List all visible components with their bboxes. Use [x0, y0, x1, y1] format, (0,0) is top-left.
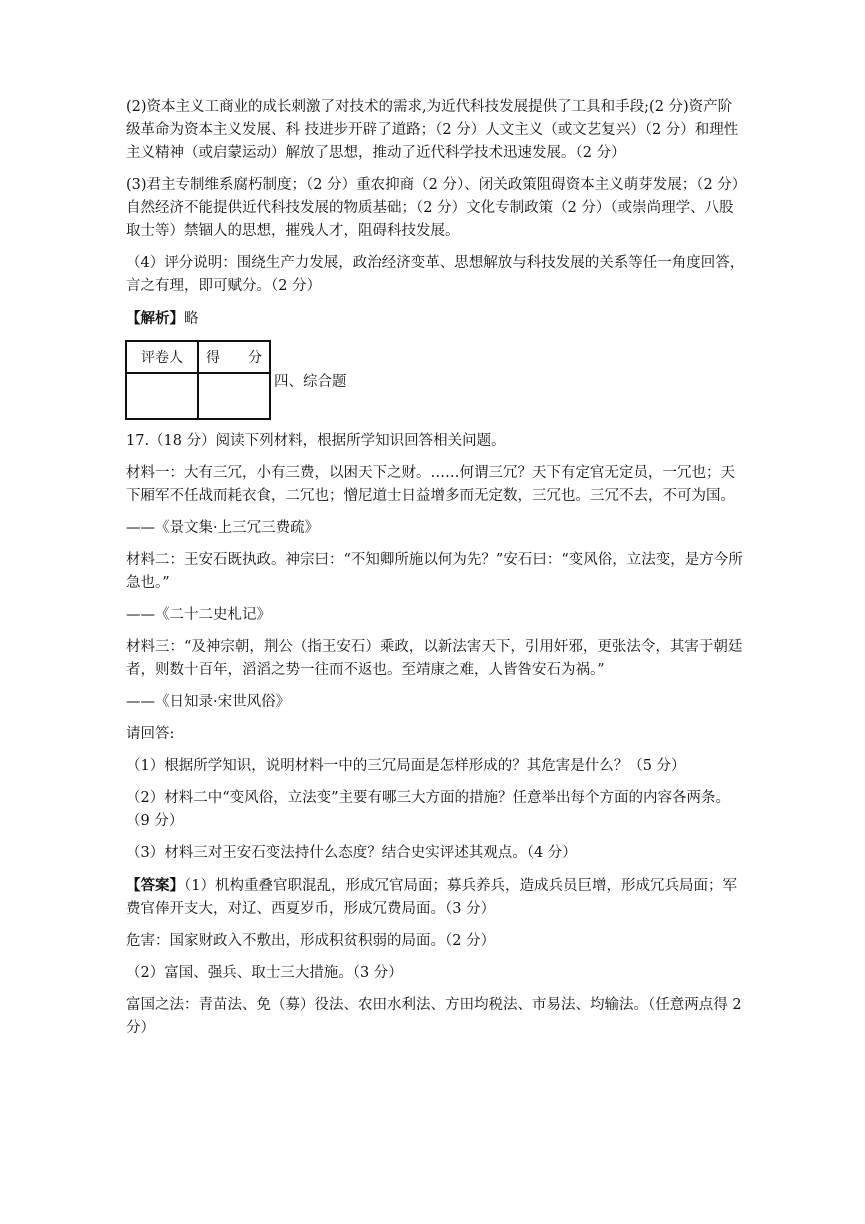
- answer-paragraph-2: (2)资本主义工商业的成长刺激了对技术的需求,为近代科技发展提供了工具和手段;(2 分)资产阶级革命为资本主义发展、科 技进步开辟了道路；（2 分）人文主义（或文艺复兴）（2 分）和理性主义精神（或启蒙运动）解放了思想，推动了近代科学技术迅速发展。（2 分）: [126, 99, 739, 161]
- analysis-label: 【解析】: [126, 310, 184, 327]
- material-2: 材料二：王安石既执政。神宗曰：“不知卿所施以何为先？”安石曰：“变风俗，立法变，是方今所急也。”: [126, 552, 743, 591]
- answer-harm: 危害：国家财政入不敷出，形成积贫积弱的局面。（2 分）: [126, 933, 496, 949]
- grader-header: 评卷人: [126, 341, 198, 373]
- prompt-line: 请回答:: [126, 726, 175, 742]
- score-box: [126, 340, 746, 420]
- material-1: 材料一：大有三冗，小有三费，以困天下之财。……何谓三冗？天下有定官无定员，一冗也；天下厢军不任战而耗衣食，二冗也；憎尼道士日益增多而无定数，三冗也。三冗不去，不可为国。: [126, 465, 735, 504]
- score-cell: [198, 373, 270, 419]
- document-page: [126, 96, 746, 1049]
- material-3-source: ——《日知录·宋世风俗》: [126, 694, 291, 710]
- grader-cell: [126, 373, 198, 419]
- analysis-text: 略: [184, 311, 199, 327]
- answer-label: 【答案】: [126, 877, 184, 894]
- question-17: 17.（18 分）阅读下列材料，根据所学知识回答相关问题。: [126, 433, 506, 449]
- answer-measures: （2）富国、强兵、取士三大措施。（3 分）: [126, 965, 403, 981]
- analysis-line: [126, 307, 746, 331]
- answer-fuguo: 富国之法：青苗法、免（募）役法、农田水利法、方田均税法、市易法、均输法。（任意两点得 2 分）: [126, 997, 742, 1036]
- sub-question-2: （2）材料二中“变风俗，立法变”主要有哪三大方面的措施？任意举出每个方面的内容各两条。（9 分）: [126, 790, 731, 829]
- section-title: 四、综合题: [274, 374, 347, 390]
- answer-block: [126, 874, 746, 921]
- answer-paragraph-3: (3)君主专制维系腐朽制度；（2 分）重农抑商（2 分）、闭关政策阻碍资本主义萌芽发展；（2 分）自然经济不能提供近代科技发展的物质基础；（2 分）文化专制政策（2 分）（或崇尚理学、八股取士等）禁锢人的思想，摧残人才，阻碍科技发展。: [126, 177, 740, 239]
- answer-paragraph-4: （4）评分说明：围绕生产力发展，政治经济变革、思想解放与科技发展的关系等任一角度回答，言之有理，即可赋分。（2 分）: [126, 255, 745, 294]
- score-header: 得 分: [198, 341, 270, 373]
- sub-question-3: （3）材料三对王安石变法持什么态度？结合史实评述其观点。（4 分）: [126, 845, 577, 861]
- material-1-source: ——《景文集·上三冗三费疏》: [126, 520, 320, 536]
- sub-question-1: （1）根据所学知识，说明材料一中的三冗局面是怎样形成的？其危害是什么？（5 分）: [126, 758, 686, 774]
- answer-text: （1）机构重叠官职混乱，形成冗官局面；募兵养兵，造成兵员巨增，形成冗兵局面；军费官俸开支大，对辽、西夏岁币，形成冗费局面。（3 分）: [126, 878, 737, 917]
- material-3: 材料三：“及神宗朝，荆公（指王安石）乘政，以新法害天下，引用奸邪，更张法令，其害于朝廷者，则数十百年，滔滔之势一往而不返也。至靖康之难，人皆咎安石为祸。”: [126, 639, 743, 678]
- score-table: [125, 340, 271, 420]
- material-2-source: ——《二十二史札记》: [126, 607, 271, 623]
